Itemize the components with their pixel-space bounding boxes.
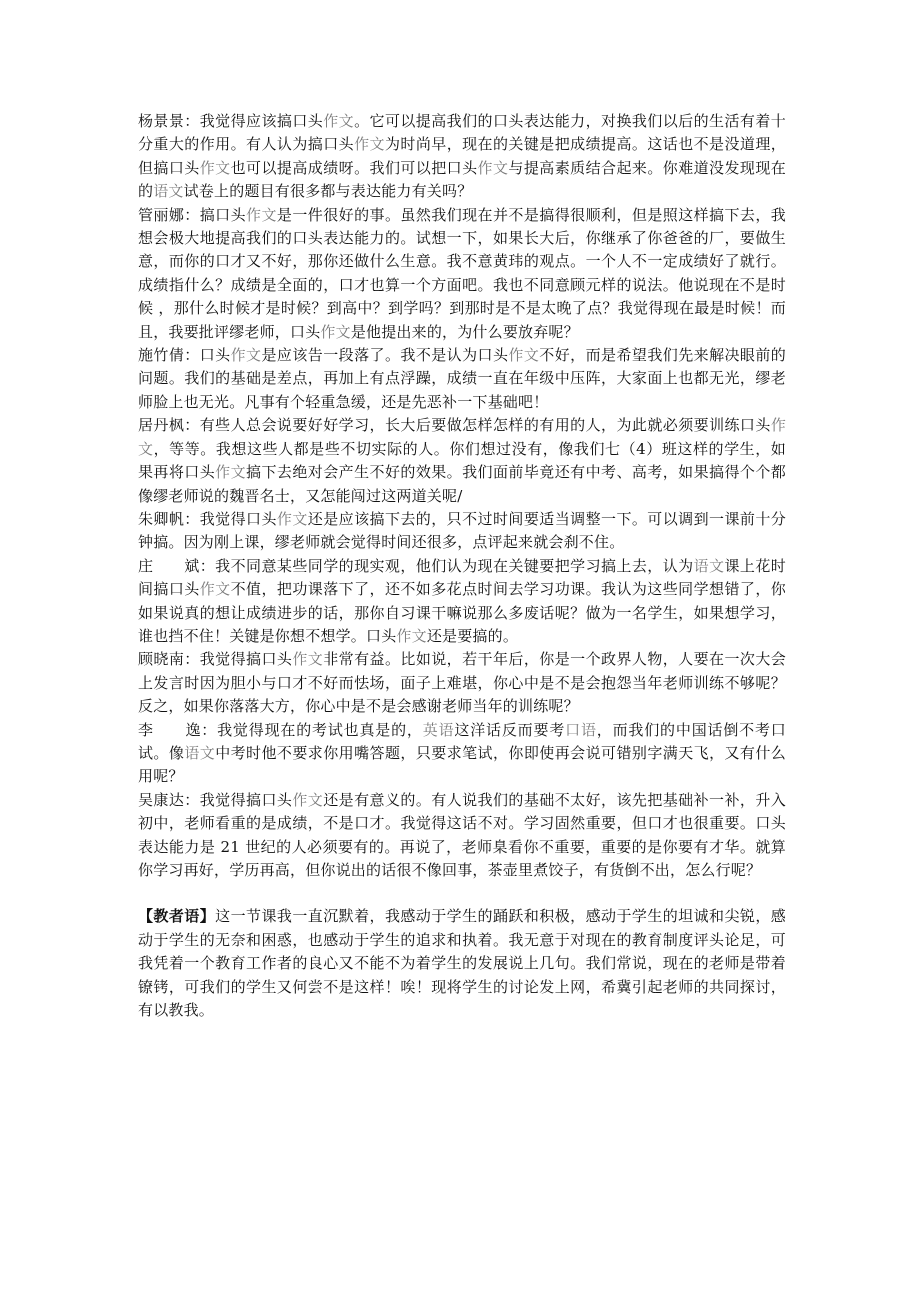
highlighted-term: 作文 [215,463,247,482]
teacher-remark-text: 这一节课我一直沉默着，我感动于学生的踊跃和积极，感动于学生的坦诚和尖锐，感动于学生的无奈和困惑，也感动于学生的追求和执着。我无意于对现在的教育制度评头论足，可我凭着一个教育工作者的良心又不能不为着学生的发展说上几句。我们常说，现在的老师是带着镣铐，可我们的学生又何尝不是这样！唉！现将学生的讨论发上网，希冀引起老师的共同探讨，有以教我。 [138,907,786,1020]
speech-text: 。它可以提高我们的口头表达能力，对换我们以后的生活有着十分重大的作用。有人认为搞口头 [138,112,786,154]
highlighted-term: 作文 [396,626,427,645]
speech-text: 还是要搞的。 [426,626,519,645]
paragraph-gap [138,882,786,905]
discussion-list [138,110,786,882]
speech-paragraph [138,414,786,508]
speech-paragraph [138,110,786,204]
speech-text: 不值，把功课落下了，还不如多花点时间去学习功课。我认为这些同学想错了，你如果说真的想让成绩进步的话，那你自习课干嘛说那么多废话呢？做为一名学生，如果想学习，谁也挡不住！关键是你想不想学。口头 [138,580,786,645]
speech-text: 课上花时间搞口头 [138,556,786,599]
highlighted-term: 作文 [323,112,355,130]
highlighted-term: 作文 [138,416,787,458]
speech-text: 这洋话反而要考 [454,720,566,739]
teacher-remark [138,905,786,1022]
speech-text: 还是有意义的。有人说我们的基础不太好，该先把基础补一补，升入初中，老师看重的是成绩，不是口才。我觉得这话不对。学习固然重要，但口才也很重要。口头表达能力是 21 世纪的人必须要有的。再说了，老师臬看你不重要，重要的是你要有才华。就算你学习再好，学历再高，但你说出的话很不像回事，茶壶里煮饺子，有货倒不出，怎么行呢？ [138,790,786,879]
speech-paragraph [138,719,786,789]
speaker-name: 吴康达： [138,790,200,809]
highlighted-term: 作文 [199,158,231,177]
speech-text: 不好，而是希望我们先来解决眼前的问题。我们的基础是差点，再加上有点浮躁，成绩一直在年级中压阵，大家面上也都无光，缪老师脸上也无光。凡事有个轻重急缓，还是先恶补一下基础吧！ [138,346,786,411]
speech-paragraph [138,344,786,414]
speech-text: 还是应该搞下去的，只不过时间要适当调整一下。可以调到一课前十分钟搞。因为刚上课，缪老师就会觉得时间还很多，点评起来就会刹不住。 [138,509,786,552]
speech-text: 搞下去绝对会产生不好的效果。我们面前毕竟还有中考、高考，如果搞得个个都像缪老师说的魏晋名士，又怎能闯过这两道关呢/ [138,463,786,505]
speech-text: 我不同意某些同学的现实观，他们认为现在关键要把学习搞上去，认为 [215,556,694,575]
highlighted-term: 语文 [153,182,184,201]
speaker-name: 顾晓南： [138,650,200,669]
speech-text: 为时尚早，现在的关键是把成绩提高。这话也不是没道理，但搞口头 [138,135,786,177]
highlighted-term: 作文 [276,509,308,528]
speech-paragraph [138,555,786,649]
speech-paragraph [138,789,786,883]
document-page [138,110,786,1022]
speaker-name: 杨景景： [138,112,200,130]
speech-text: ，而我们的中国话倒不考口试。像 [138,720,786,762]
highlighted-term: 语文 [184,743,216,762]
speech-text: 也可以提高成绩呀。我们可以把口头 [230,158,478,177]
speech-text: 我觉得搞口头 [199,790,293,809]
highlighted-term: 口语 [565,720,597,739]
speech-text: 是他提出来的，为什么要放弃呢？ [350,322,579,341]
speech-text: ，等等。我想这些人都是些不切实际的人。你们想过没有，像我们七（4）班这样的学生，如果再将口头 [138,439,787,482]
highlighted-term: 英语 [422,720,455,739]
speech-text: 中考时他不要求你用嘴答题，只要求笔试，你即使再会说可错别字满天飞，又有什么用呢？ [138,743,787,786]
teacher-remark-tag: 【教者语】 [138,907,216,926]
speech-text: 试卷上的题目有很多都与表达能力有关吗？ [183,182,473,201]
speech-text: 我觉得口头 [199,509,277,528]
highlighted-term: 作文 [354,135,385,154]
speech-paragraph [138,204,786,344]
speaker-name: 居丹枫： [138,416,200,435]
speech-text: 是应该告一段落了。我不是认为口头 [261,346,509,365]
highlighted-term: 作文 [477,158,509,177]
speech-text: 搞口头 [199,205,247,224]
speaker-name: 李 逸： [138,720,218,739]
highlighted-term: 作文 [508,346,540,365]
highlighted-term: 作文 [230,346,262,365]
speech-text: 是一件很好的事。虽然我们现在并不是搞得很顺利，但是照这样搞下去，我想会极大地提高我们的口头表达能力的。试想一下，如果长大后，你继承了你爸爸的厂，要做生意，而你的口才又不好，那你还做什么生意。我不意黄玮的观点。一个人不一定成绩好了就行。成绩指什么？成绩是全面的，口才也算一个方面吧。我也不同意顾元样的说法。他说现在不是时候 ，那什么时候才是时候？到高中？到学吗？到那时是不是太晚了点？我觉得现在最是时候！而且，我要批评缪老师，口头 [138,205,786,341]
speech-paragraph [138,508,786,555]
highlighted-term: 作文 [199,580,231,599]
speech-text: 我觉得应该搞口头 [199,112,324,130]
speech-text: 我觉得现在的考试也真是的， [217,720,423,739]
highlighted-term: 作文 [320,322,351,341]
highlighted-term: 作文 [246,205,277,224]
speaker-name: 庄 斌： [138,556,216,575]
speech-paragraph [138,648,786,718]
speech-text: 有些人总会说要好好学习，长大后要做怎样怎样的有用的人，为此就必须要训练口头 [199,416,771,435]
speaker-name: 施竹倩： [138,346,200,365]
highlighted-term: 语文 [693,556,725,575]
highlighted-term: 作文 [292,790,324,809]
speaker-name: 朱卿帆： [138,509,200,528]
highlighted-term: 作文 [292,650,324,669]
speech-text: 口头 [199,346,231,365]
speech-text: 我觉得搞口头 [199,650,293,669]
speaker-name: 管丽娜： [138,205,200,224]
speech-text: 非常有益。比如说，若干年后，你是一个政界人物，人要在一次大会上发言时因为胆小与口才不好而怯场，面子上难堪，你心中是不是会抱怨当年老师训练不够呢？反之，如果你落落大方，你心中是不是会感谢老师当年的训练呢？ [138,650,786,716]
speech-text: 与提高素质结合起来。你难道没发现现在的 [138,158,786,201]
